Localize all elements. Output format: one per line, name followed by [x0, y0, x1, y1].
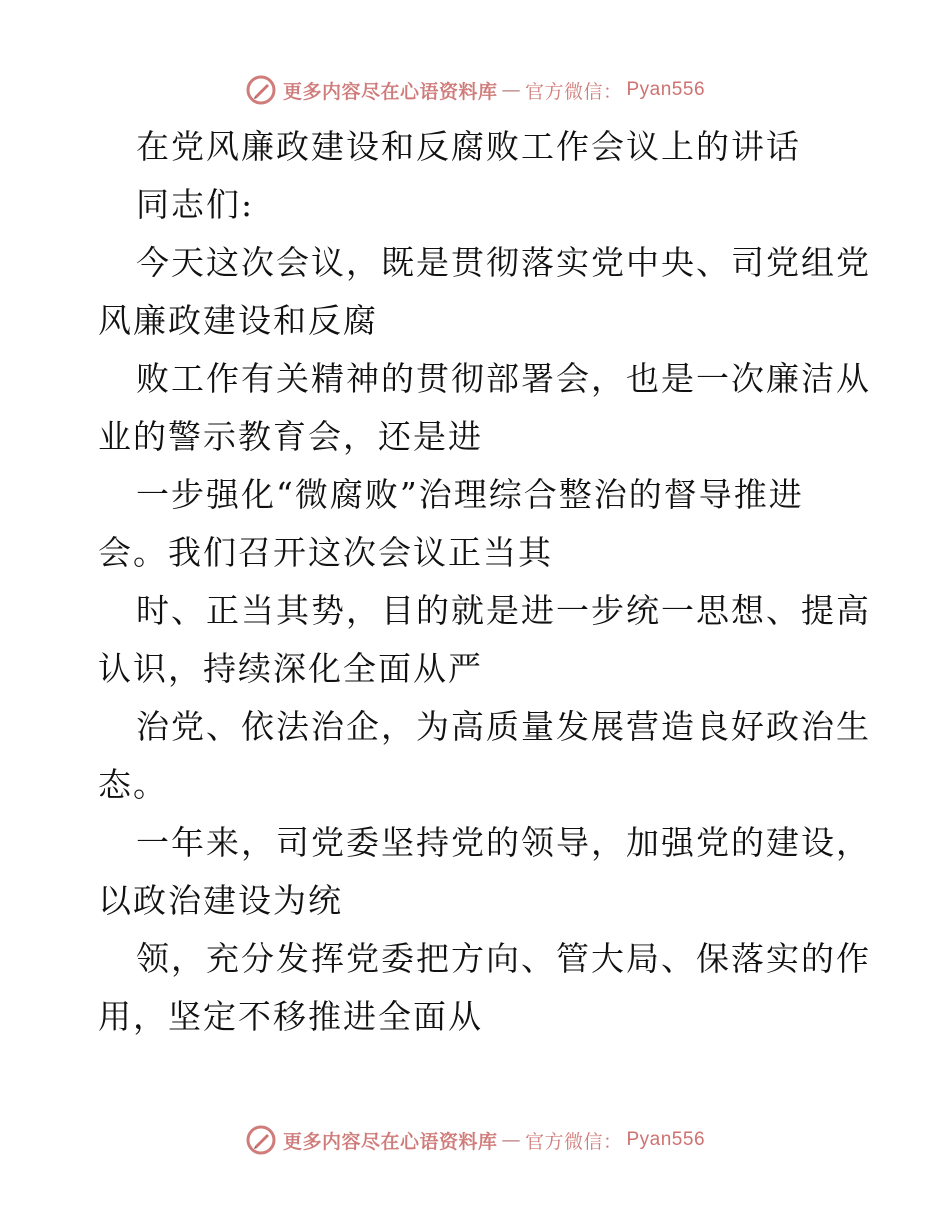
footer-watermark — [0, 1120, 950, 1160]
document-title: 在党风廉政建设和反腐败工作会议上的讲话 — [136, 127, 801, 166]
paragraph-line: 会。我们召开这次会议正当其 — [98, 533, 553, 572]
paragraph-line: 用，坚定不移推进全面从 — [98, 997, 483, 1036]
watermark-wechat-id: Pyan556 — [626, 1129, 706, 1150]
paragraph-line: 败工作有关精神的贯彻部署会，也是一次廉洁从 — [136, 359, 871, 398]
paragraph-line: 一年来，司党委坚持党的领导，加强党的建设， — [136, 823, 871, 862]
salutation: 同志们: — [136, 185, 255, 224]
paragraph-line: 业的警示教育会，还是进 — [98, 417, 483, 456]
header-watermark — [0, 70, 950, 110]
watermark-wechat-id: Pyan556 — [626, 79, 706, 100]
document-body — [98, 118, 871, 1046]
watermark-brand: 更多内容尽在心语资料库 — [282, 80, 498, 103]
paragraph-line: 认识，持续深化全面从严 — [98, 649, 483, 688]
paragraph-line: 治党、依法治企，为高质量发展营造良好政治生 — [136, 707, 871, 746]
pen-logo-icon — [245, 1124, 277, 1156]
watermark-brand: 更多内容尽在心语资料库 — [282, 1130, 498, 1153]
watermark-wechat-label: 官方微信： — [524, 1130, 623, 1153]
paragraph-line: 态。 — [98, 765, 168, 804]
paragraph-line: 以政治建设为统 — [98, 881, 343, 920]
paragraph-line: 领，充分发挥党委把方向、管大局、保落实的作 — [136, 939, 871, 978]
paragraph-line: 一步强化“微腐败”治理综合整治的督导推进 — [136, 475, 804, 514]
watermark-separator: — — [501, 79, 521, 101]
paragraph-line: 时、正当其势，目的就是进一步统一思想、提高 — [136, 591, 871, 630]
pen-logo-icon — [245, 74, 277, 106]
paragraph-line: 今天这次会议，既是贯彻落实党中央、司党组党 — [136, 243, 871, 282]
paragraph-line: 风廉政建设和反腐 — [98, 301, 378, 340]
watermark-separator: — — [501, 1129, 521, 1151]
watermark-wechat-label: 官方微信： — [524, 80, 623, 103]
